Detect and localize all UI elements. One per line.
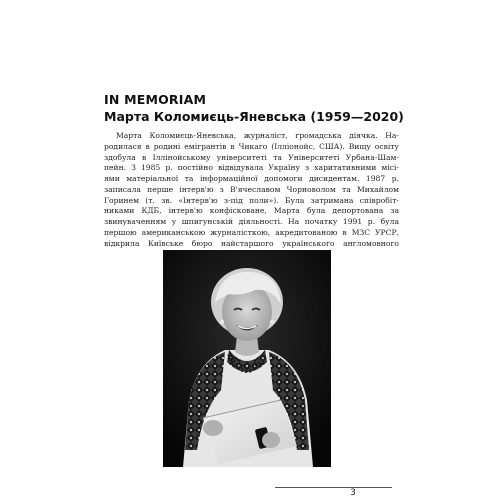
footer-rule <box>275 487 392 488</box>
body-line: звинуваченням у шпигунській діяльності. На початку 1991 р. була <box>104 217 399 226</box>
body-line: першою американською журналісткою, акредитованою в МЗС УРСР, <box>104 227 399 237</box>
article-body <box>104 131 399 249</box>
portrait-photo <box>163 250 331 467</box>
portrait-illustration <box>163 250 331 467</box>
body-line: Марта Коломиєць-Яневська, журналіст, громадська діячка. На- <box>116 131 399 140</box>
body-line: пейн. З 1985 р. постійно відвідувала Україну з харитативними місі- <box>104 163 399 173</box>
article-heading <box>104 92 404 125</box>
body-line: здобула в Іллінойському університеті та Університеті Урбана-Шам- <box>104 152 399 162</box>
page-number: 3 <box>350 488 356 498</box>
body-line: записала перше інтерв'ю з В'ячеславом Чорноволом та Михайлом <box>104 184 399 194</box>
body-line: родилася в родині емігрантів в Чикаго (Ілліонойс, США). Вищу освіту <box>104 141 399 151</box>
body-line: никами КДБ, інтерв'ю конфісковане, Марта була депортована за <box>104 206 399 216</box>
body-line: відкрила Київське бюро найстаршого українського англомовного <box>104 238 399 248</box>
section-kicker: IN MEMORIAM <box>104 92 207 107</box>
article-title: Марта Коломиєць-Яневська (1959—2020) <box>104 109 404 124</box>
body-line: ями матеріальної та інформаційної допомоги дисидентам. 1987 р. <box>104 174 399 183</box>
body-line: Горинем (т. зв. «Інтерв'ю з-під поли»). Була затримана співробіт- <box>104 195 399 205</box>
